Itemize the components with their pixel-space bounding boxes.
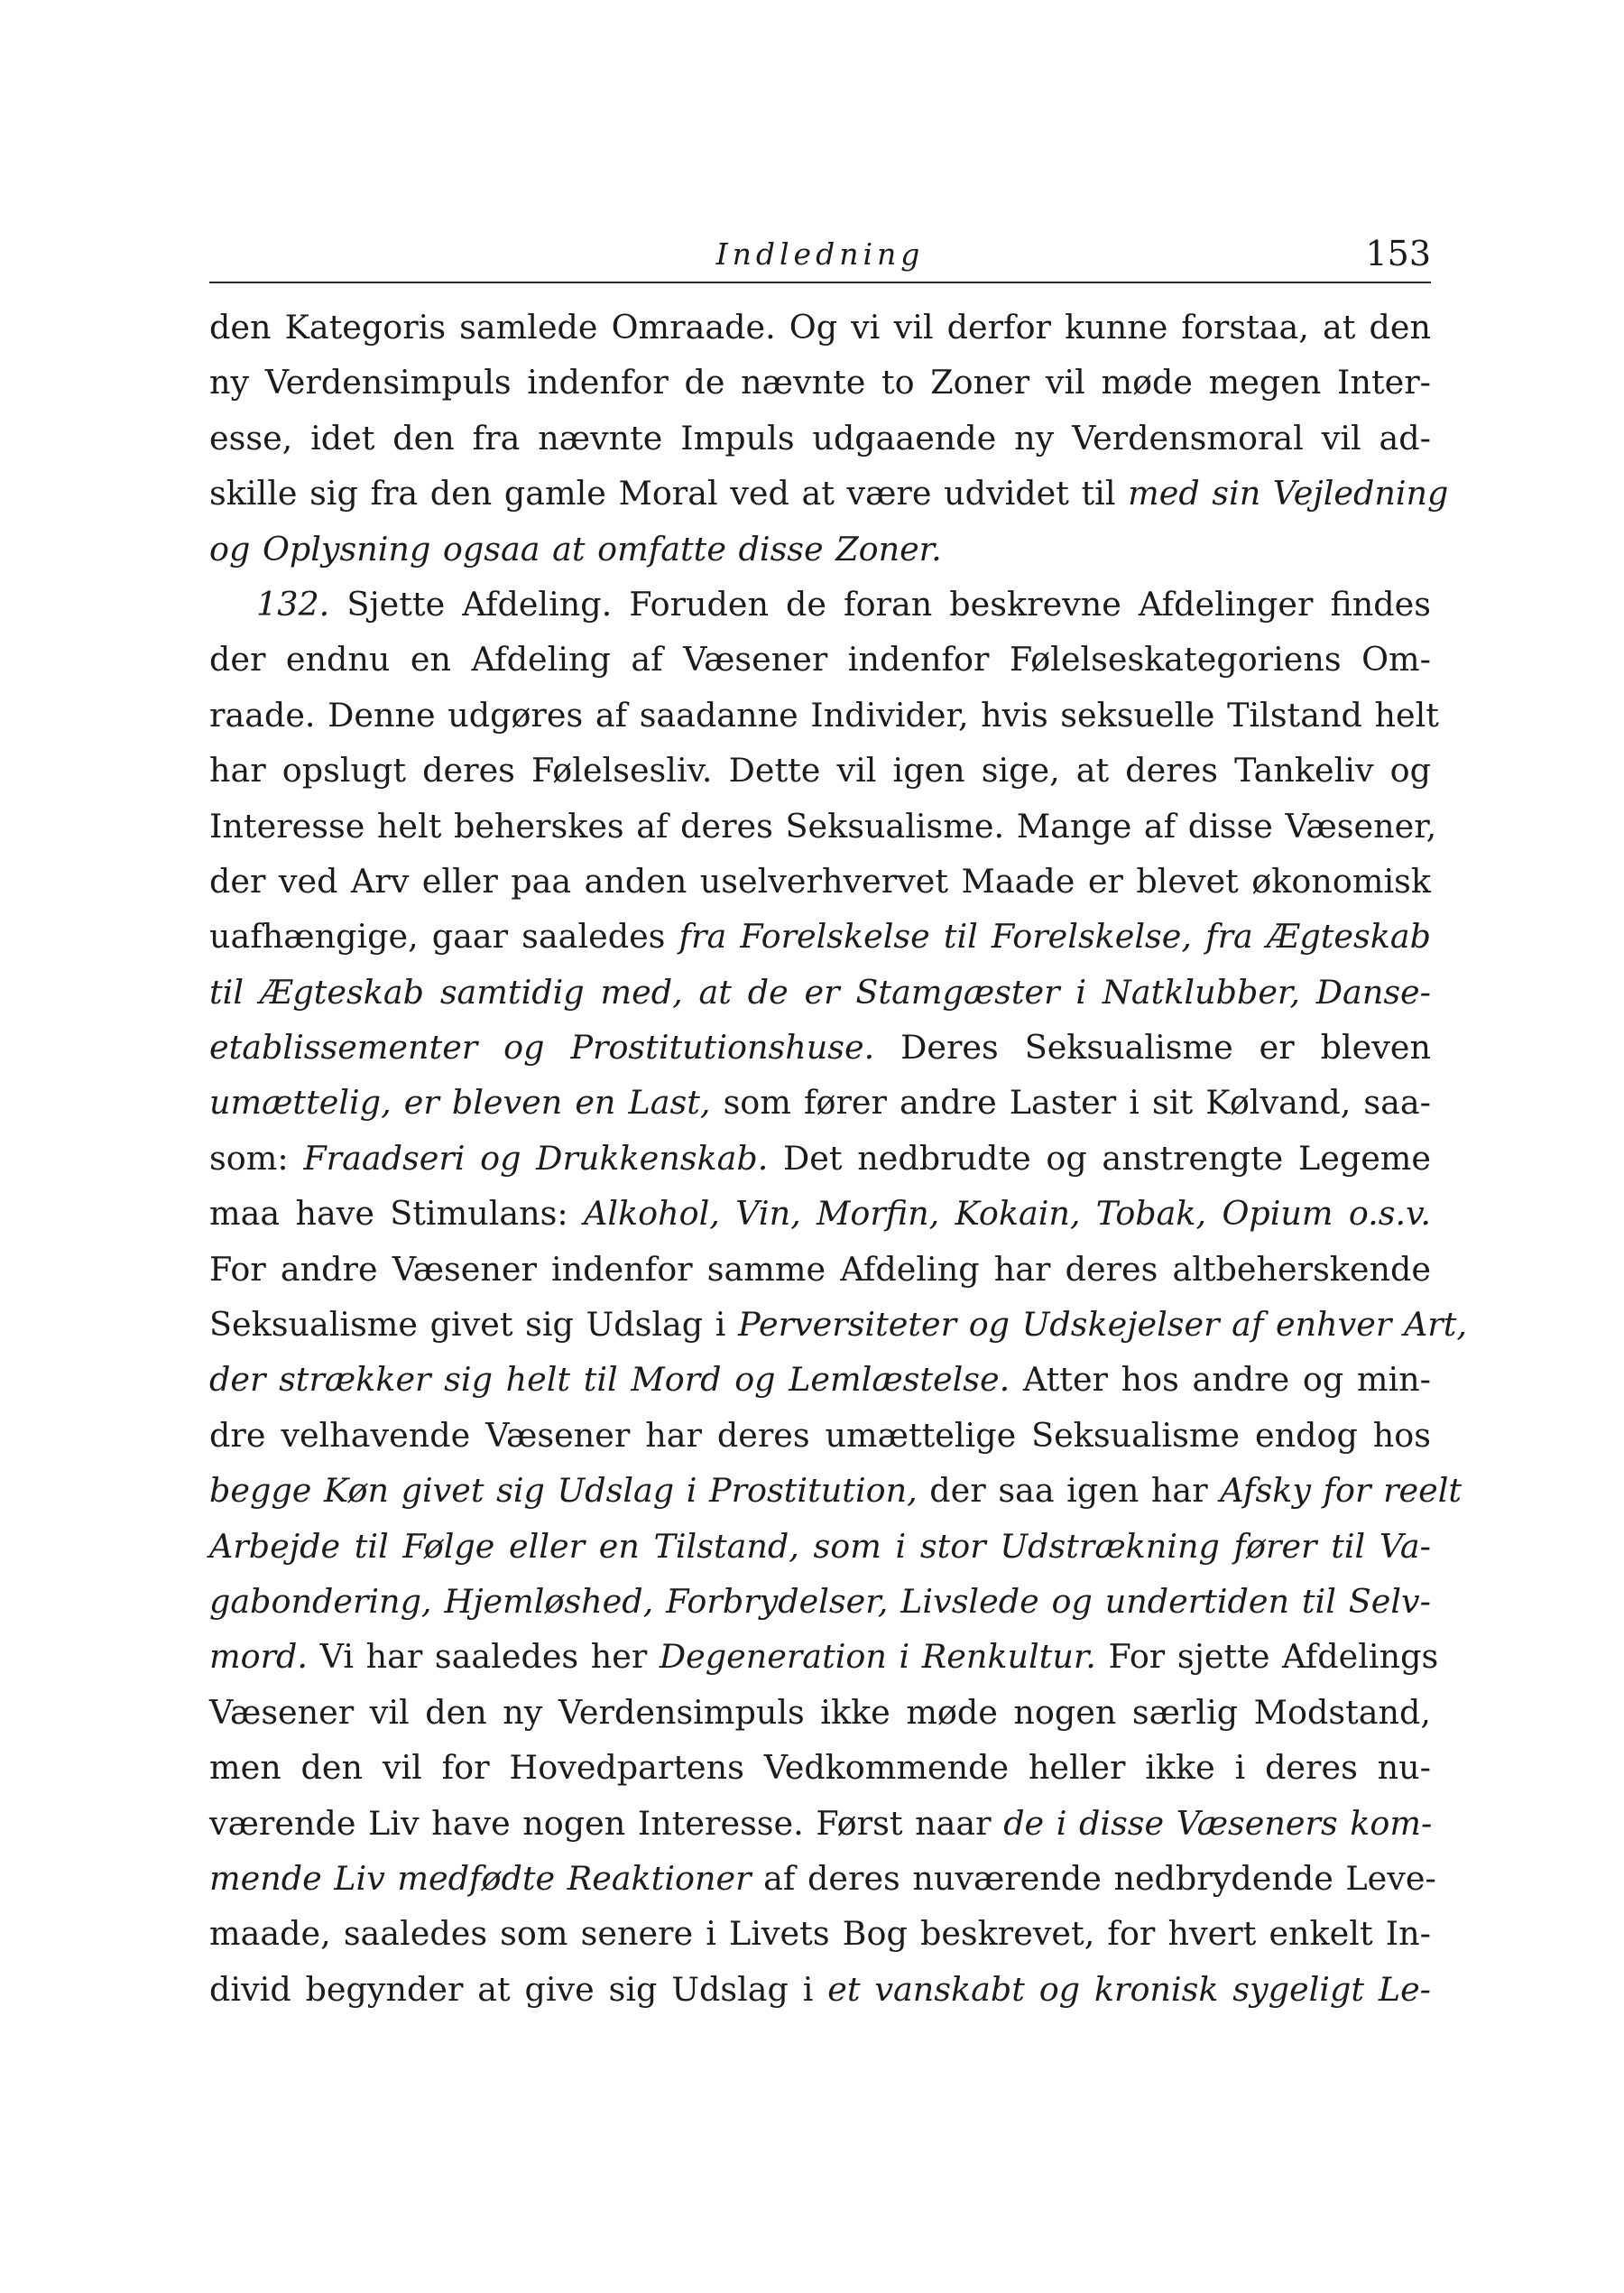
text-run: uafhængige, gaar saaledes [209, 917, 679, 957]
page-number: 153 [1365, 234, 1431, 273]
text-line [209, 1519, 1431, 1574]
text-line [209, 466, 1449, 521]
italic-run: umættelig, er bleven en Last, [209, 1083, 711, 1123]
text-run: der endnu en Afdeling af Væsener indenfor Følelseskategoriens Om- [209, 640, 1431, 680]
text-line [209, 1242, 1431, 1297]
text-line [209, 1131, 1431, 1186]
text-line [209, 1574, 1431, 1629]
text-line [209, 577, 1431, 632]
text-line [209, 1408, 1431, 1463]
text-line [209, 1851, 1436, 1906]
text-line [209, 1685, 1431, 1740]
italic-run: etablissementer og Prostitutionshuse. [209, 1028, 875, 1068]
italic-run: gabondering, Hjemløshed, Forbrydelser, Livslede og undertiden til Selv- [209, 1581, 1431, 1621]
text-run: For sjette Afdelings [1095, 1637, 1439, 1677]
italic-run: 132. [256, 584, 330, 624]
body-text [209, 300, 1468, 2017]
text-line [209, 1020, 1431, 1075]
text-run: Atter hos andre og min- [1010, 1360, 1431, 1400]
page-header [209, 226, 1431, 283]
text-line [209, 632, 1431, 687]
italic-run: Perversiteter og Udskejelser af enhver Art, [738, 1305, 1468, 1345]
text-run: Seksualisme givet sig Udslag i [209, 1305, 739, 1345]
italic-run: Arbejde til Følge eller en Tilstand, som i stor Udstrækning fører til Va- [209, 1526, 1431, 1566]
text-line [209, 1352, 1431, 1407]
paragraph [209, 577, 1468, 2017]
text-line [209, 1740, 1431, 1795]
text-run: af deres nuværende nedbrydende Leve- [751, 1858, 1436, 1898]
text-run: Interesse helt beherskes af deres Seksualisme. Mange af disse Væsener, [209, 806, 1437, 846]
italic-run: mende Liv medfødte Reaktioner [209, 1858, 752, 1898]
italic-run: Alkohol, Vin, Morfin, Kokain, Tobak, Opium o.s.v. [584, 1194, 1431, 1234]
text-line [209, 799, 1437, 854]
text-line [209, 1796, 1431, 1851]
text-run: Vi har saaledes her [308, 1637, 660, 1677]
text-run: skille sig fra den gamle Moral ved at være udvidet til [209, 474, 1129, 513]
text-run: der saa igen har [917, 1471, 1221, 1511]
italic-run: der strækker sig helt til Mord og Lemlæstelse. [209, 1360, 1010, 1400]
text-line [209, 743, 1431, 798]
text-line [209, 909, 1431, 964]
text-run: raade. Denne udgøres af saadanne Individer, hvis seksuelle Tilstand helt [209, 695, 1439, 735]
text-line [209, 411, 1431, 466]
text-run: som fører andre Laster i sit Kølvand, saa- [710, 1083, 1431, 1123]
paragraph [209, 300, 1449, 577]
italic-run: med sin Vejledning [1128, 474, 1449, 513]
italic-run: og Oplysning ogsaa at omfatte disse Zoner. [209, 529, 942, 569]
text-run: maade, saaledes som senere i Livets Bog beskrevet, for hvert enkelt In- [209, 1914, 1431, 1954]
italic-run: Degeneration i Renkultur. [659, 1637, 1096, 1677]
text-run: som: [209, 1138, 304, 1178]
italic-run: Afsky for reelt [1220, 1471, 1463, 1511]
italic-run: et vanskabt og kronisk sygeligt Le- [827, 1969, 1432, 2009]
text-line [209, 1297, 1468, 1352]
text-line [209, 300, 1431, 355]
text-run: ny Verdensimpuls indenfor de nævnte to Zoner vil møde megen Inter- [209, 363, 1431, 402]
text-run: men den vil for Hovedpartens Vedkommende heller ikke i deres nu- [209, 1748, 1431, 1788]
text-run: har opslugt deres Følelsesliv. Dette vil igen sige, at deres Tankeliv og [209, 751, 1431, 791]
text-line [209, 688, 1439, 743]
text-run: Det nedbrudte og anstrengte Legeme [768, 1138, 1431, 1178]
italic-run: fra Forelskelse til Forelskelse, fra Ægteskab [678, 917, 1431, 957]
text-run: For andre Væsener indenfor samme Afdeling har deres altbeherskende [209, 1249, 1431, 1289]
text-run: esse, idet den fra nævnte Impuls udgaaende ny Verdensmoral vil ad- [209, 418, 1431, 458]
italic-run: til Ægteskab samtidig med, at de er Stamgæster i Natklubber, Danse- [209, 972, 1431, 1012]
text-run: den Kategoris samlede Omraade. Og vi vil derfor kunne forstaa, at den [209, 308, 1431, 347]
italic-run: begge Køn givet sig Udslag i Prostitution, [209, 1471, 918, 1511]
text-line [209, 1075, 1431, 1130]
text-run: Deres Seksualisme er bleven [874, 1028, 1431, 1068]
text-line [209, 1186, 1431, 1241]
text-run: værende Liv have nogen Interesse. Først naar [209, 1803, 1004, 1843]
text-run: Sjette Afdeling. Foruden de foran beskrevne Afdelinger findes [329, 584, 1431, 624]
text-line [209, 965, 1431, 1020]
text-line [209, 1962, 1431, 2017]
text-run: der ved Arv eller paa anden uselverhvervet Maade er blevet økonomisk [209, 861, 1431, 901]
italic-run: Fraadseri og Drukkenskab. [303, 1138, 769, 1178]
italic-run: mord. [209, 1637, 309, 1677]
text-line [209, 522, 1431, 577]
running-title: Indledning [715, 236, 925, 272]
text-run: dre velhavende Væsener har deres umættelige Seksualisme endog hos [209, 1415, 1431, 1455]
text-line [209, 854, 1431, 909]
text-line [209, 1906, 1431, 1961]
text-line [209, 1629, 1439, 1684]
text-run: maa have Stimulans: [209, 1194, 584, 1234]
text-run: Væsener vil den ny Verdensimpuls ikke møde nogen særlig Modstand, [209, 1692, 1431, 1732]
text-run: divid begynder at give sig Udslag i [209, 1969, 828, 2009]
text-line [209, 1463, 1463, 1518]
italic-run: de i disse Væseners kom- [1003, 1803, 1433, 1843]
text-line [209, 355, 1431, 410]
